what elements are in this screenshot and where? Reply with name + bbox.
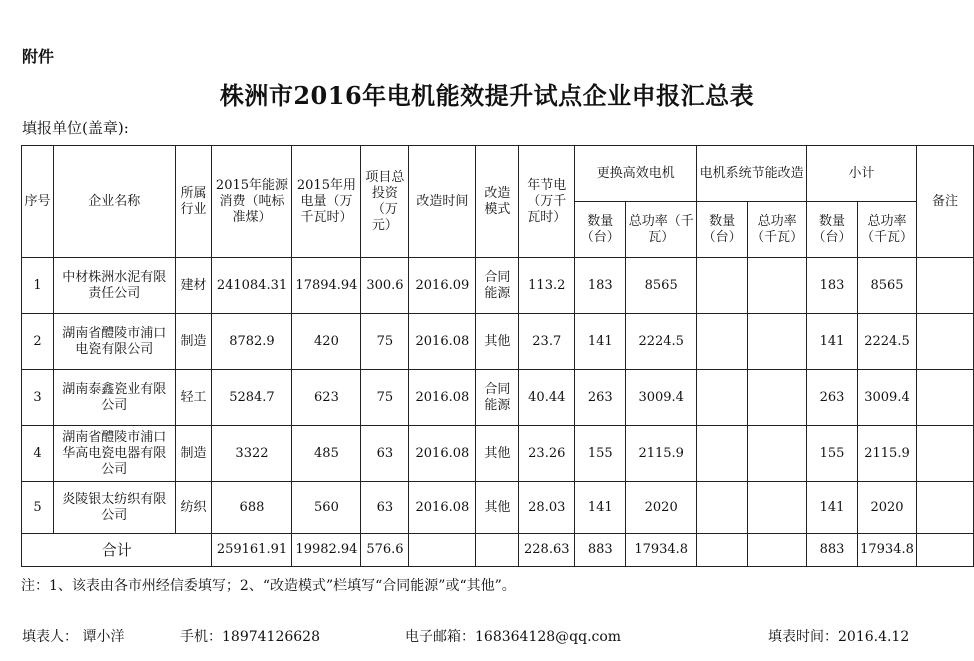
cell-energy: 688 <box>212 482 292 534</box>
total-energy: 259161.91 <box>212 534 292 567</box>
reporting-unit-label: 填报单位(盖章): <box>22 119 129 137</box>
cell-rep-power: 2115.9 <box>626 426 697 482</box>
total-subtotal-qty: 883 <box>807 534 858 567</box>
cell-time: 2016.08 <box>409 370 476 426</box>
total-subtotal-power: 17934.8 <box>858 534 917 567</box>
cell-mode: 其他 <box>476 426 519 482</box>
total-power: 19982.94 <box>292 534 361 567</box>
cell-sub-qty: 183 <box>807 258 858 314</box>
header-energy: 2015年能源消费（吨标准煤） <box>212 146 292 258</box>
header-group-system: 电机系统节能改造 <box>697 146 807 202</box>
cell-seq: 1 <box>22 258 54 314</box>
cell-sys-power <box>748 370 807 426</box>
cell-company: 湖南省醴陵市浦口华高电瓷电器有限公司 <box>53 426 175 482</box>
cell-time: 2016.08 <box>409 482 476 534</box>
filler-phone: 手机：18974126628 <box>180 629 320 645</box>
cell-rep-power: 3009.4 <box>626 370 697 426</box>
table-row <box>22 314 974 370</box>
header-system-qty: 数量（台） <box>697 202 748 258</box>
cell-mode: 合同能源 <box>476 258 519 314</box>
cell-sub-qty: 155 <box>807 426 858 482</box>
fill-date: 填表时间：2016.4.12 <box>768 629 910 645</box>
total-system-qty <box>697 534 748 567</box>
table-note: 注：1、该表由各市州经信委填写；2、“改造模式”栏填写“合同能源”或“其他”。 <box>21 578 516 594</box>
cell-remark <box>916 314 973 370</box>
cell-mode: 合同能源 <box>476 370 519 426</box>
total-remark <box>916 534 973 567</box>
cell-sys-power <box>748 426 807 482</box>
header-company: 企业名称 <box>53 146 175 258</box>
total-replace-qty: 883 <box>575 534 626 567</box>
cell-sys-qty <box>697 370 748 426</box>
cell-sub-power: 2020 <box>858 482 917 534</box>
total-label: 合计 <box>22 534 212 567</box>
header-replace-power: 总功率（千瓦） <box>626 202 697 258</box>
cell-time: 2016.08 <box>409 314 476 370</box>
total-time <box>409 534 476 567</box>
cell-company: 湖南泰鑫瓷业有限公司 <box>53 370 175 426</box>
cell-company: 炎陵银太纺织有限公司 <box>53 482 175 534</box>
table-row <box>22 258 974 314</box>
cell-seq: 3 <box>22 370 54 426</box>
cell-rep-qty: 155 <box>575 426 626 482</box>
filler-name: 填表人： 谭小洋 <box>22 629 125 645</box>
cell-rep-power: 2020 <box>626 482 697 534</box>
cell-sys-power <box>748 482 807 534</box>
cell-saving: 40.44 <box>519 370 575 426</box>
table-row <box>22 426 974 482</box>
cell-remark <box>916 426 973 482</box>
cell-energy: 241084.31 <box>212 258 292 314</box>
cell-sys-power <box>748 314 807 370</box>
cell-power: 420 <box>292 314 361 370</box>
cell-company: 中材株洲水泥有限责任公司 <box>53 258 175 314</box>
cell-energy: 5284.7 <box>212 370 292 426</box>
cell-seq: 5 <box>22 482 54 534</box>
table-row <box>22 482 974 534</box>
header-mode: 改造模式 <box>476 146 519 258</box>
cell-power: 560 <box>292 482 361 534</box>
cell-rep-qty: 141 <box>575 482 626 534</box>
header-power: 2015年用电量（万千瓦时） <box>292 146 361 258</box>
header-time: 改造时间 <box>409 146 476 258</box>
total-system-power <box>748 534 807 567</box>
cell-sys-power <box>748 258 807 314</box>
cell-seq: 2 <box>22 314 54 370</box>
header-industry: 所属行业 <box>175 146 212 258</box>
page-title: 株洲市2016年电机能效提升试点企业申报汇总表 <box>219 81 755 110</box>
total-row <box>22 534 974 567</box>
cell-industry: 建材 <box>175 258 212 314</box>
header-system-power: 总功率（千瓦） <box>748 202 807 258</box>
header-subtotal-qty: 数量（台） <box>807 202 858 258</box>
cell-power: 485 <box>292 426 361 482</box>
cell-remark <box>916 258 973 314</box>
summary-table <box>21 145 974 567</box>
cell-investment: 75 <box>361 370 409 426</box>
cell-sys-qty <box>697 314 748 370</box>
cell-industry: 制造 <box>175 314 212 370</box>
cell-investment: 63 <box>361 426 409 482</box>
cell-saving: 28.03 <box>519 482 575 534</box>
cell-sub-qty: 141 <box>807 314 858 370</box>
header-replace-qty: 数量（台） <box>575 202 626 258</box>
cell-investment: 75 <box>361 314 409 370</box>
cell-sys-qty <box>697 258 748 314</box>
cell-sys-qty <box>697 482 748 534</box>
total-saving: 228.63 <box>519 534 575 567</box>
header-seq: 序号 <box>22 146 54 258</box>
cell-saving: 23.26 <box>519 426 575 482</box>
total-mode <box>476 534 519 567</box>
cell-rep-power: 8565 <box>626 258 697 314</box>
cell-industry: 纺织 <box>175 482 212 534</box>
cell-sub-power: 2115.9 <box>858 426 917 482</box>
header-investment: 项目总投资（万元） <box>361 146 409 258</box>
cell-investment: 300.6 <box>361 258 409 314</box>
cell-sub-power: 2224.5 <box>858 314 917 370</box>
attachment-label: 附件 <box>22 47 55 66</box>
cell-remark <box>916 482 973 534</box>
cell-remark <box>916 370 973 426</box>
cell-rep-qty: 141 <box>575 314 626 370</box>
cell-sub-power: 3009.4 <box>858 370 917 426</box>
cell-rep-qty: 263 <box>575 370 626 426</box>
cell-saving: 113.2 <box>519 258 575 314</box>
header-saving: 年节电（万千瓦时） <box>519 146 575 258</box>
cell-power: 623 <box>292 370 361 426</box>
header-group-subtotal: 小计 <box>807 146 917 202</box>
cell-rep-power: 2224.5 <box>626 314 697 370</box>
cell-sub-power: 8565 <box>858 258 917 314</box>
table-row <box>22 370 974 426</box>
cell-investment: 63 <box>361 482 409 534</box>
total-investment: 576.6 <box>361 534 409 567</box>
cell-time: 2016.08 <box>409 426 476 482</box>
cell-sys-qty <box>697 426 748 482</box>
cell-sub-qty: 263 <box>807 370 858 426</box>
header-subtotal-power: 总功率（千瓦） <box>858 202 917 258</box>
filler-email: 电子邮箱：168364128@qq.com <box>405 629 622 645</box>
cell-sub-qty: 141 <box>807 482 858 534</box>
cell-industry: 轻工 <box>175 370 212 426</box>
cell-time: 2016.09 <box>409 258 476 314</box>
cell-industry: 制造 <box>175 426 212 482</box>
header-remark: 备注 <box>916 146 973 258</box>
cell-power: 17894.94 <box>292 258 361 314</box>
cell-seq: 4 <box>22 426 54 482</box>
cell-mode: 其他 <box>476 482 519 534</box>
cell-energy: 8782.9 <box>212 314 292 370</box>
cell-mode: 其他 <box>476 314 519 370</box>
cell-energy: 3322 <box>212 426 292 482</box>
total-replace-power: 17934.8 <box>626 534 697 567</box>
cell-rep-qty: 183 <box>575 258 626 314</box>
cell-saving: 23.7 <box>519 314 575 370</box>
header-group-replace: 更换高效电机 <box>575 146 697 202</box>
cell-company: 湖南省醴陵市浦口电瓷有限公司 <box>53 314 175 370</box>
